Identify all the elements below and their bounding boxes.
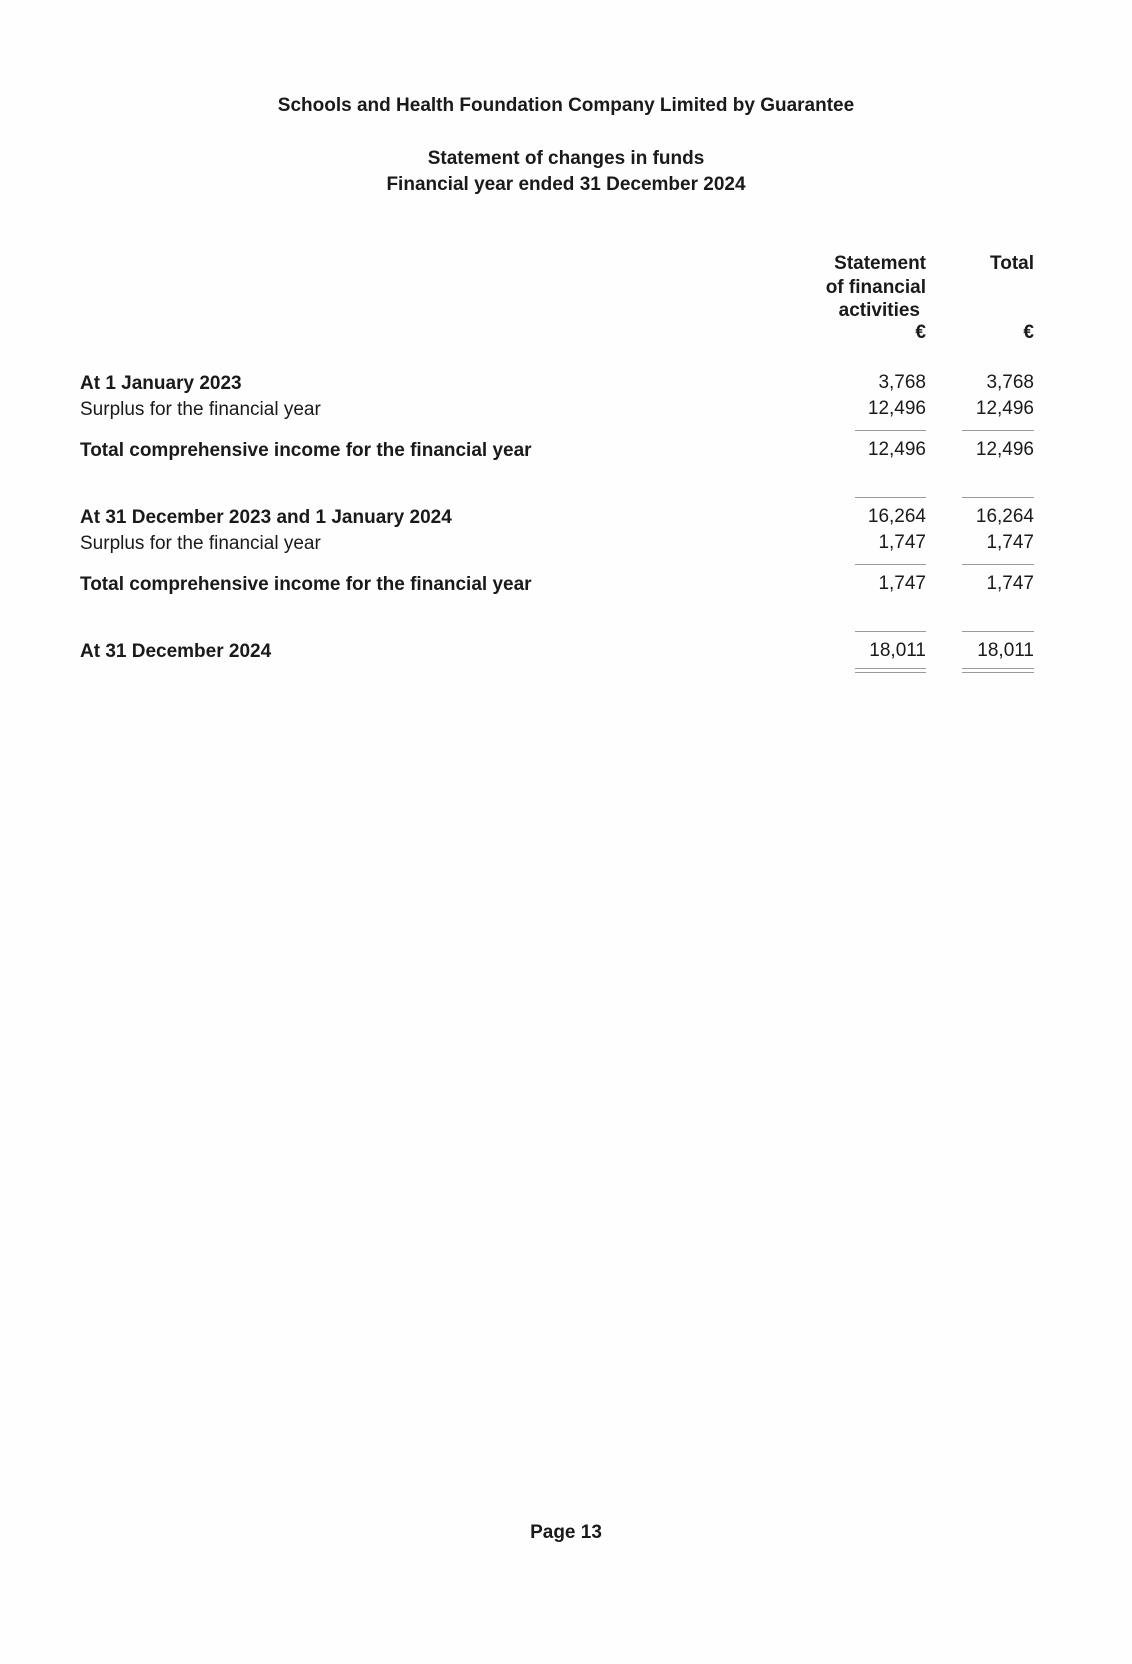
row-value-statement: 12,496 [867, 398, 926, 419]
row-label: Surplus for the financial year [80, 533, 321, 554]
column-header-line: of financial [825, 276, 926, 298]
table-row [0, 641, 1132, 665]
subtotal-rule [962, 631, 1034, 632]
column-header-total: Total [990, 253, 1034, 274]
row-value-total: 12,496 [975, 398, 1034, 419]
row-label: Total comprehensive income for the financial year [80, 440, 532, 461]
row-value-total: 12,496 [975, 439, 1034, 460]
table-row [0, 399, 1132, 423]
column-header-statement-of-financial-activities [776, 252, 926, 323]
table-row [0, 373, 1132, 397]
row-value-statement: 1,747 [878, 573, 926, 594]
table-row [0, 507, 1132, 531]
currency-symbol-col1: € [915, 322, 926, 343]
company-name: Schools and Health Foundation Company Limited by Guarantee [277, 95, 855, 116]
table-row [0, 574, 1132, 598]
column-header-line: activities [838, 300, 920, 321]
subtotal-rule [962, 430, 1034, 431]
subtotal-rule [962, 497, 1034, 498]
total-double-rule [855, 668, 926, 669]
statement-period: Financial year ended 31 December 2024 [386, 174, 746, 195]
row-value-total: 18,011 [977, 640, 1034, 661]
subtotal-rule [855, 564, 926, 565]
column-header-line: Statement [834, 253, 926, 274]
total-double-rule [962, 668, 1034, 669]
row-value-total: 16,264 [975, 506, 1034, 527]
subtotal-rule [962, 564, 1034, 565]
row-label: At 31 December 2024 [80, 641, 272, 662]
row-value-total: 3,768 [986, 372, 1034, 393]
row-label: Surplus for the financial year [80, 399, 321, 420]
subtotal-rule [855, 430, 926, 431]
subtotal-rule [855, 631, 926, 632]
row-label: Total comprehensive income for the financial year [80, 574, 532, 595]
currency-symbol-col2: € [1023, 322, 1034, 343]
row-value-total: 1,747 [986, 573, 1034, 594]
row-value-statement: 3,768 [878, 372, 926, 393]
row-value-total: 1,747 [986, 532, 1034, 553]
row-value-statement: 12,496 [867, 439, 926, 460]
statement-title: Statement of changes in funds [427, 148, 705, 169]
table-row [0, 440, 1132, 464]
total-double-rule [855, 672, 926, 673]
row-value-statement: 18,011 [869, 640, 926, 661]
row-label: At 31 December 2023 and 1 January 2024 [80, 507, 452, 528]
row-value-statement: 16,264 [867, 506, 926, 527]
total-double-rule [962, 672, 1034, 673]
row-value-statement: 1,747 [878, 532, 926, 553]
page-number: Page 13 [530, 1522, 602, 1543]
subtotal-rule [855, 497, 926, 498]
row-label: At 1 January 2023 [80, 373, 242, 394]
table-row [0, 533, 1132, 557]
